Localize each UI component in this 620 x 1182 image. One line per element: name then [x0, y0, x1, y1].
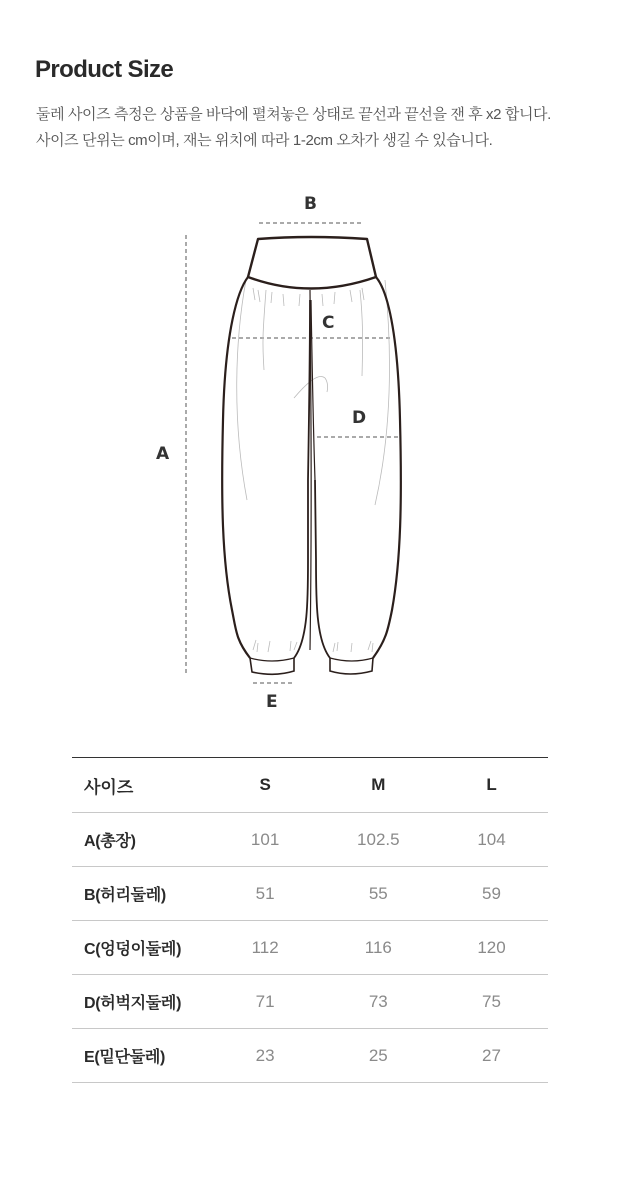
value-l: 27	[435, 1029, 548, 1083]
value-s: 112	[209, 921, 322, 975]
table-row	[72, 921, 548, 975]
column-header-m: M	[322, 758, 435, 813]
value-l: 104	[435, 813, 548, 867]
value-s: 51	[209, 867, 322, 921]
label-a: A	[156, 444, 170, 464]
label-e: E	[266, 692, 278, 712]
row-label: E(밑단둘레)	[72, 1029, 209, 1083]
value-m: 102.5	[322, 813, 435, 867]
page-title: Product Size	[35, 56, 174, 83]
value-s: 101	[209, 813, 322, 867]
table-row	[72, 813, 548, 867]
value-m: 116	[322, 921, 435, 975]
value-m: 73	[322, 975, 435, 1029]
column-header-l: L	[435, 758, 548, 813]
size-description	[36, 102, 606, 154]
description-line-1: 둘레 사이즈 측정은 상품을 바닥에 펼쳐놓은 상태로 끝선과 끝선을 잰 후 x2 합니다.	[36, 106, 551, 123]
column-header-size: 사이즈	[72, 758, 209, 813]
column-header-s: S	[209, 758, 322, 813]
row-label: B(허리둘레)	[72, 867, 209, 921]
table-row	[72, 1029, 548, 1083]
value-l: 75	[435, 975, 548, 1029]
row-label: A(총장)	[72, 813, 209, 867]
description-line-2: 사이즈 단위는 cm이며, 재는 위치에 따라 1-2cm 오차가 생길 수 있습니다.	[36, 132, 493, 149]
value-s: 71	[209, 975, 322, 1029]
value-s: 23	[209, 1029, 322, 1083]
label-d: D	[352, 408, 367, 428]
table-header-row	[72, 758, 548, 813]
value-m: 55	[322, 867, 435, 921]
pants-illustration-icon	[0, 180, 620, 720]
label-b: B	[304, 194, 317, 214]
value-l: 59	[435, 867, 548, 921]
table-row	[72, 975, 548, 1029]
row-label: D(허벅지둘레)	[72, 975, 209, 1029]
value-l: 120	[435, 921, 548, 975]
row-label: C(엉덩이둘레)	[72, 921, 209, 975]
label-c: C	[322, 313, 335, 333]
size-diagram	[0, 180, 620, 720]
table-row	[72, 867, 548, 921]
size-table	[72, 757, 548, 1083]
value-m: 25	[322, 1029, 435, 1083]
